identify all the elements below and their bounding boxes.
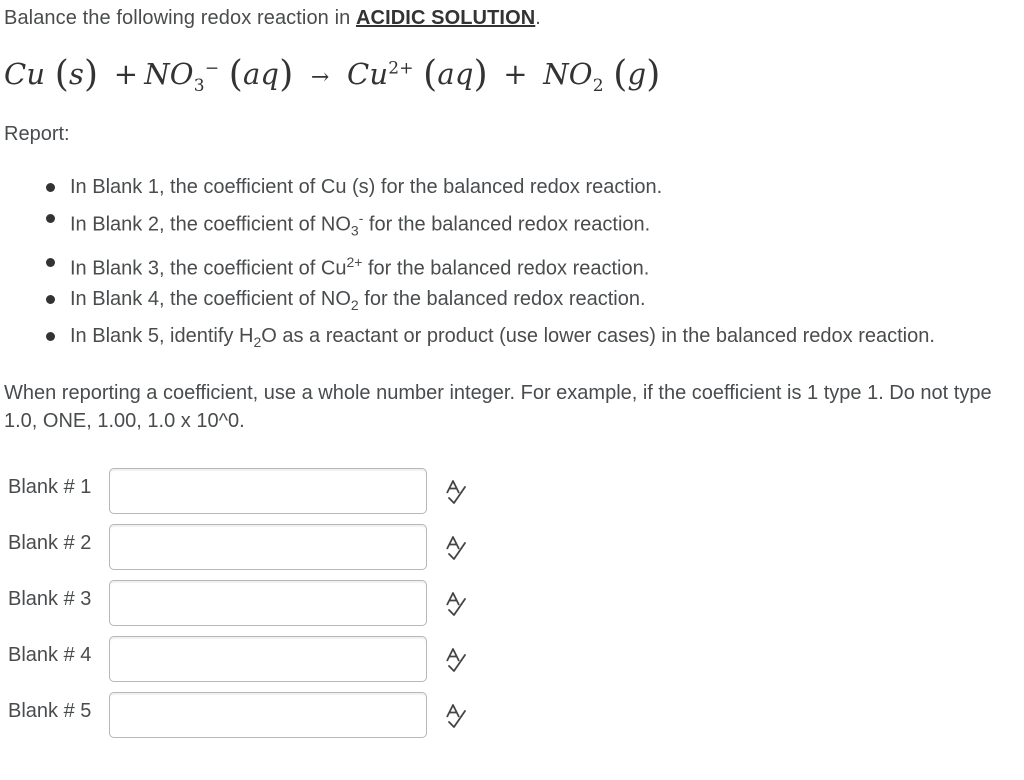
spellcheck-icon[interactable] (444, 647, 468, 673)
blank-row-5 (0, 692, 520, 742)
state-nitrate: aq (242, 57, 280, 91)
blank-2-input[interactable] (109, 524, 427, 570)
blank-5-input[interactable] (109, 692, 427, 738)
spellcheck-icon[interactable] (444, 591, 468, 617)
blank-label: Blank # 5 (8, 700, 92, 722)
reaction-equation: Cu $(s) + NO_3^-$ $(aq) \to Cu^{2+}$ $(aq) + NO_2$ (g) (4, 54, 661, 96)
plus-sign: + (113, 57, 139, 91)
state-no2: g (627, 57, 647, 91)
report-label: Report: (4, 123, 70, 145)
report-item-3: In Blank 3, the coefficient of $Cu^{2+}$ for the balanced redox reaction. (70, 247, 970, 285)
blank-4-input[interactable] (109, 636, 427, 682)
report-list (70, 172, 970, 358)
blank-label: Blank # 3 (8, 588, 92, 610)
plus-sign-2: + (503, 57, 528, 91)
state-cu: s (68, 57, 85, 91)
spellcheck-icon[interactable] (444, 535, 468, 561)
blank-row-4 (0, 636, 520, 686)
blank-3-input[interactable] (109, 580, 427, 626)
nitrate-subscript: 3 (193, 75, 205, 96)
report-item-4: In Blank 4, the coefficient of $NO_2$ for the balanced redox reaction. (70, 284, 970, 321)
blank-label: Blank # 2 (8, 532, 92, 554)
copper-ion-charge: 2+ (388, 58, 414, 79)
product-no2: NO (543, 57, 593, 91)
blank-1-input[interactable] (109, 468, 427, 514)
state-copper-ion: aq (437, 57, 474, 91)
blank-label: Blank # 4 (8, 644, 92, 666)
blank-label: Blank # 1 (8, 476, 92, 498)
intro-period: . (535, 7, 541, 29)
acidic-solution-emphasis: ACIDIC SOLUTION (356, 7, 536, 29)
reporting-instructions: When reporting a coefficient, use a whole number integer. For example, if the coefficient is 1 type 1. Do not type 1.0, ONE, 1.00, 1.0 x 10^0. (4, 382, 992, 432)
reactant-nitrate: NO (144, 57, 194, 91)
report-item-1: In Blank 1, the coefficient of Cu (s) for the balanced redox reaction. (70, 172, 970, 203)
question-intro (4, 5, 541, 31)
no2-subscript: 2 (592, 75, 604, 96)
blank-row-2 (0, 524, 520, 574)
report-item-5: In Blank 5, identify $H_2O$ as a reactant or product (use lower cases) in the balanced redox reaction. (70, 321, 970, 358)
reaction-arrow: → (310, 65, 330, 90)
blank-row-3 (0, 580, 520, 630)
spellcheck-icon[interactable] (444, 703, 468, 729)
reactant-cu: Cu (4, 57, 46, 91)
spellcheck-icon[interactable] (444, 479, 468, 505)
intro-text: Balance the following redox reaction in (4, 7, 356, 29)
report-item-2: In Blank 2, the coefficient of $NO_3^-$ for the balanced redox reaction. (70, 203, 970, 247)
product-copper-ion: Cu (346, 57, 389, 91)
nitrate-charge: − (204, 58, 220, 79)
blank-row-1 (0, 468, 520, 518)
